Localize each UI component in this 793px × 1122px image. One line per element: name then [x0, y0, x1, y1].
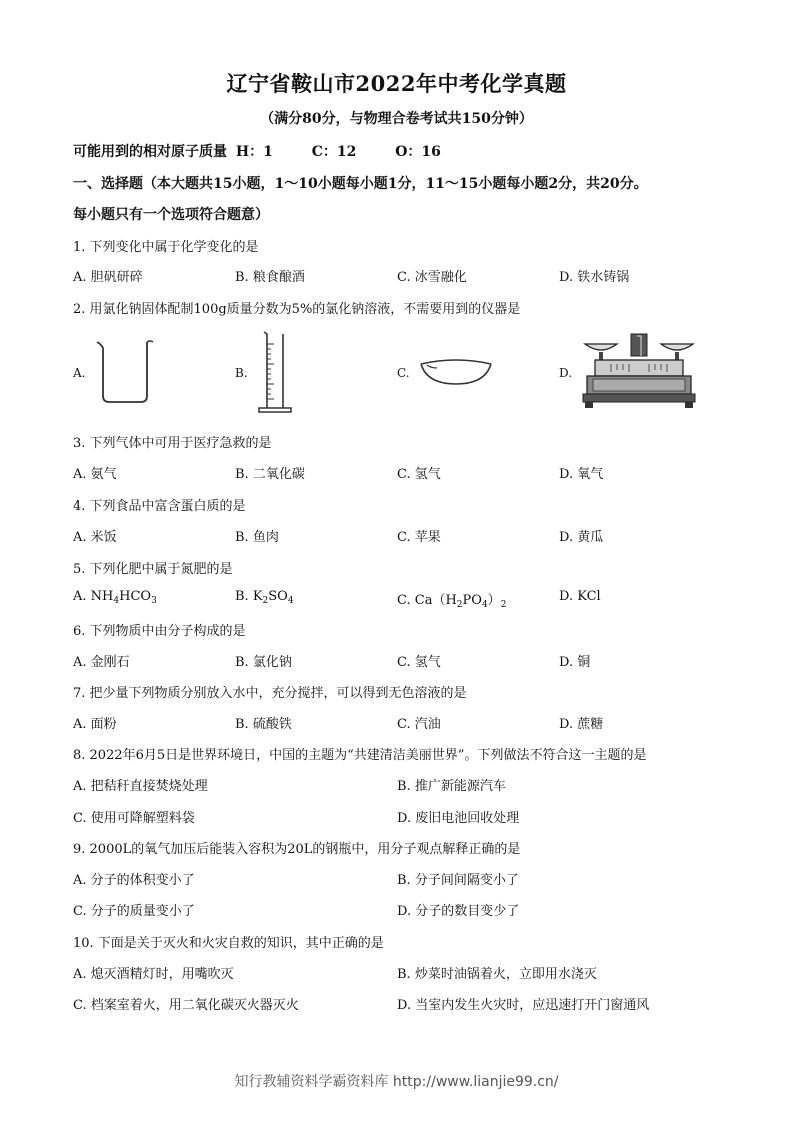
option-a-label: A.	[73, 366, 86, 380]
atomic-mass-o: O：16	[395, 144, 441, 160]
section-heading-line2: 每小题只有一个选项符合题意）	[73, 207, 269, 223]
question-6-stem: 6. 下列物质中由分子构成的是	[73, 624, 246, 639]
option-d: D. 蔗糖	[559, 717, 604, 732]
option-d-label: D.	[559, 366, 573, 380]
option-d	[559, 336, 709, 416]
option-b: B. 炒菜时油锅着火，立即用水浇灭	[397, 967, 597, 982]
option-a	[73, 336, 223, 416]
question-10-options-row2	[73, 994, 753, 1014]
option-c: C. 档案室着火，用二氧化碳灭火器灭火	[73, 998, 299, 1013]
option-c-label: C.	[397, 366, 410, 380]
option-b: B. $K_2SO_4$	[235, 589, 294, 606]
question-10-options-row1	[73, 963, 753, 983]
balance-scale-icon	[581, 332, 697, 412]
question-7-stem: 7. 把少量下列物质分别放入水中，充分搅拌，可以得到无色溶液的是	[73, 686, 467, 701]
atomic-mass-line	[73, 141, 441, 161]
question-1-stem: 1. 下列变化中属于化学变化的是	[73, 240, 259, 255]
question-10-stem: 10. 下面是关于灭火和火灾自救的知识，其中正确的是	[73, 936, 384, 951]
atomic-mass-c: C：12	[311, 144, 357, 160]
option-a: A. 金刚石	[73, 655, 130, 670]
option-c: C. 汽油	[397, 717, 441, 732]
option-d: D. KCl	[559, 589, 601, 604]
option-c	[397, 336, 547, 416]
option-d: D. 废旧电池回收处理	[397, 811, 520, 826]
option-d: D. 黄瓜	[559, 530, 604, 545]
option-b: B. 硫酸铁	[235, 717, 292, 732]
question-5-options	[73, 589, 753, 609]
option-c: C. 使用可降解塑料袋	[73, 811, 195, 826]
option-b-label: B.	[235, 366, 248, 380]
option-d: D. 铜	[559, 655, 591, 670]
page-subtitle: （满分80分，与物理合卷考试共150分钟）	[260, 111, 533, 127]
atomic-mass-h: H：1	[235, 144, 273, 160]
question-3-options	[73, 463, 753, 483]
graduated-cylinder-icon	[255, 328, 295, 418]
option-d: D. 当室内发生火灾时，应迅速打开门窗通风	[397, 998, 650, 1013]
beaker-icon	[95, 338, 155, 404]
question-8-stem: 8. 2022年6月5日是世界环境日，中国的主题为“共建清洁美丽世界”。下列做法不符合这一主题的是	[73, 748, 647, 763]
evaporating-dish-icon	[419, 358, 493, 388]
question-4-stem: 4. 下列食品中富含蛋白质的是	[73, 499, 246, 514]
option-a: A. $NH_4HCO_3$	[73, 589, 157, 606]
option-a: A. 熄灭酒精灯时，用嘴吹灭	[73, 967, 234, 982]
option-b: B. 鱼肉	[235, 530, 279, 545]
footer-watermark-link[interactable]: 知行教辅资料学霸资料库 http://www.lianjie99.cn/	[234, 1074, 559, 1090]
option-c: C. 氢气	[397, 655, 441, 670]
option-a: A. 氨气	[73, 467, 117, 482]
question-2-options	[73, 336, 753, 416]
page-title: 辽宁省鞍山市2022年中考化学真题	[226, 71, 567, 96]
question-9-options-row2	[73, 900, 753, 920]
option-b	[235, 336, 385, 416]
question-7-options	[73, 713, 753, 733]
option-c: C. 氢气	[397, 467, 441, 482]
question-6-options	[73, 651, 753, 671]
question-1-options	[73, 266, 753, 286]
option-d: D. 铁水铸锅	[559, 270, 630, 285]
option-b: B. 二氧化碳	[235, 467, 305, 482]
option-c: C. $Ca(H_2PO_4)_2$	[397, 593, 507, 610]
question-9-options-row1	[73, 869, 753, 889]
option-d: D. 氧气	[559, 467, 604, 482]
option-a: A. 胆矾研碎	[73, 270, 143, 285]
question-2-stem: 2. 用氯化钠固体配制100g质量分数为5%的氯化钠溶液，不需要用到的仪器是	[73, 302, 521, 317]
option-b: B. 粮食酿酒	[235, 270, 305, 285]
question-8-options-row1	[73, 775, 753, 795]
option-b: B. 氯化钠	[235, 655, 292, 670]
option-c: C. 分子的质量变小了	[73, 904, 195, 919]
question-8-options-row2	[73, 807, 753, 827]
question-9-stem: 9. 2000L的氧气加压后能装入容积为20L的钢瓶中，用分子观点解释正确的是	[73, 842, 521, 857]
question-3-stem: 3. 下列气体中可用于医疗急救的是	[73, 436, 272, 451]
question-5-stem: 5. 下列化肥中属于氮肥的是	[73, 562, 233, 577]
question-4-options	[73, 526, 753, 546]
option-a: A. 米饭	[73, 530, 117, 545]
section-heading-line1: 一、选择题（本大题共15小题，1～10小题每小题1分，11～15小题每小题2分，共20分。	[73, 176, 648, 192]
option-b: B. 分子间间隔变小了	[397, 873, 519, 888]
option-c: C. 苹果	[397, 530, 441, 545]
option-a: A. 把秸秆直接焚烧处理	[73, 779, 208, 794]
option-a: A. 面粉	[73, 717, 117, 732]
atomic-mass-label: 可能用到的相对原子质量	[73, 144, 227, 160]
option-d: D. 分子的数目变少了	[397, 904, 520, 919]
option-c: C. 冰雪融化	[397, 270, 467, 285]
option-a: A. 分子的体积变小了	[73, 873, 195, 888]
option-b: B. 推广新能源汽车	[397, 779, 506, 794]
